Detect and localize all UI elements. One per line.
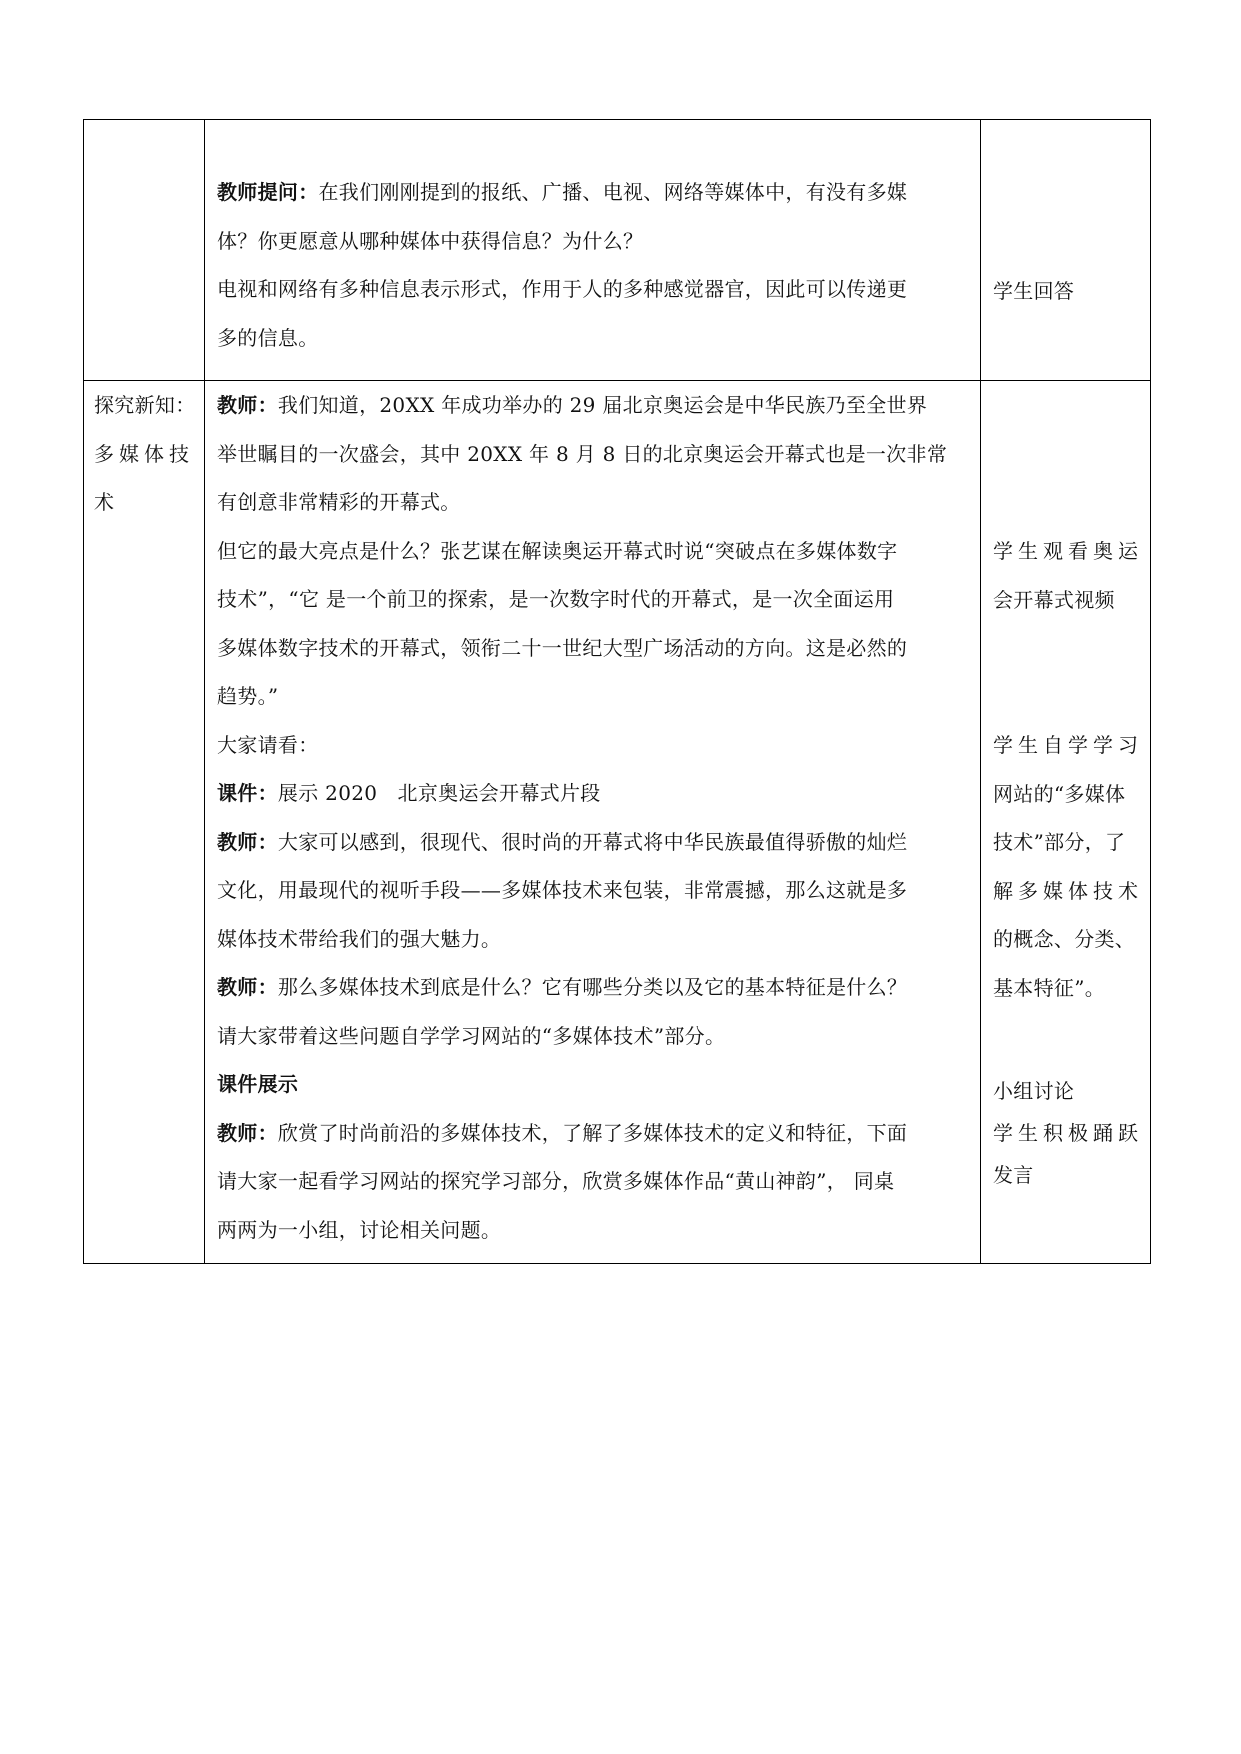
table-column-divider-2 [980,119,981,1264]
content-line: 教师：那么多媒体技术到底是什么？它有哪些分类以及它的基本特征是什么？ [217,975,908,999]
content-line: 教师：欣赏了时尚前沿的多媒体技术，了解了多媒体技术的定义和特征，下面 [217,1120,908,1145]
activity-line: 基本特征”。 [993,975,1106,1000]
content-line: 两两为一小组，讨论相关问题。 [217,1217,502,1242]
row1-content-cell [217,168,977,362]
activity-line: 学生观看奥运 [993,539,1143,563]
activity-line: 会开幕式视频 [993,587,1115,612]
activity-line: 的概念、分类、 [993,927,1136,951]
activity-line: 学生回答 [993,279,1075,303]
content-line: 有创意非常精彩的开幕式。 [217,490,461,514]
table-top-border [83,119,1151,120]
activity-line: 小组讨论 [993,1079,1075,1103]
content-line: 体？你更愿意从哪种媒体中获得信息？为什么？ [217,228,644,253]
content-line: 教师：大家可以感到，很现代、很时尚的开幕式将中华民族最值得骄傲的灿烂 [217,829,908,854]
activity-group-discussion [993,1070,1143,1196]
stage-line: 探究新知： [94,393,196,417]
teacher-label: 教师： [217,829,278,854]
content-line: 大家请看： [217,732,319,757]
teacher-label: 教师： [217,975,278,999]
activity-group-selfstudy [993,721,1143,1012]
content-line: 趋势。” [217,684,279,708]
row1-activity-cell [993,267,1143,316]
activity-line: 技术”部分，了 [993,830,1126,854]
teacher-label: 教师： [217,393,278,417]
table-right-border [1150,119,1151,1264]
row2-stage-cell [94,381,202,527]
content-line: 课件：展示 2020 北京奥运会开幕式片段 [217,781,601,805]
content-line: 请大家一起看学习网站的探究学习部分，欣赏多媒体作品“黄山神韵”， 同桌 [217,1169,895,1193]
activity-line: 网站的“多媒体 [993,781,1126,806]
content-line: 电视和网络有多种信息表示形式，作用于人的多种感觉器官，因此可以传递更 [217,277,908,301]
content-line: 请大家带着这些问题自学学习网站的“多媒体技术”部分。 [217,1023,726,1048]
courseware-display-label: 课件展示 [217,1072,299,1096]
content-line: 技术”，“它 是一个前卫的探索，是一次数字时代的开幕式，是一次全面运用 [217,587,895,611]
activity-line: 发言 [993,1163,1034,1187]
content-line: 多的信息。 [217,325,319,350]
row2-content-cell [217,381,977,1254]
table-bottom-border [83,1263,1151,1264]
activity-line: 学生自学学习 [993,733,1143,757]
activity-line: 解多媒体技术 [993,878,1143,903]
teacher-question-label: 教师提问： [217,180,319,204]
stage-line: 多媒体技 [94,441,194,466]
stage-line: 术 [94,490,115,514]
content-line [217,1060,977,1109]
content-line: 教师提问：在我们刚刚提到的报纸、广播、电视、网络等媒体中，有没有多媒 [217,180,908,204]
content-line: 但它的最大亮点是什么？张艺谋在解读奥运开幕式时说“突破点在多媒体数字 [217,538,898,563]
activity-group-watch [993,527,1143,624]
content-line: 多媒体数字技术的开幕式，领衔二十一世纪大型广场活动的方向。这是必然的 [217,635,908,660]
content-line: 媒体技术带给我们的强大魅力。 [217,926,502,951]
table-column-divider-1 [204,119,205,1264]
courseware-label: 课件： [217,781,278,805]
table-left-border [83,119,84,1264]
content-line: 举世瞩目的一次盛会，其中 20XX 年 8 月 8 日的北京奥运会开幕式也是一次非常 [217,441,948,466]
content-line: 教师：我们知道，20XX 年成功举办的 29 届北京奥运会是中华民族乃至全世界 [217,393,928,417]
teacher-label: 教师： [217,1120,278,1145]
content-line: 文化，用最现代的视听手段——多媒体技术来包装，非常震撼，那么这就是多 [217,878,908,902]
activity-line: 学生积极踊跃 [993,1121,1143,1145]
